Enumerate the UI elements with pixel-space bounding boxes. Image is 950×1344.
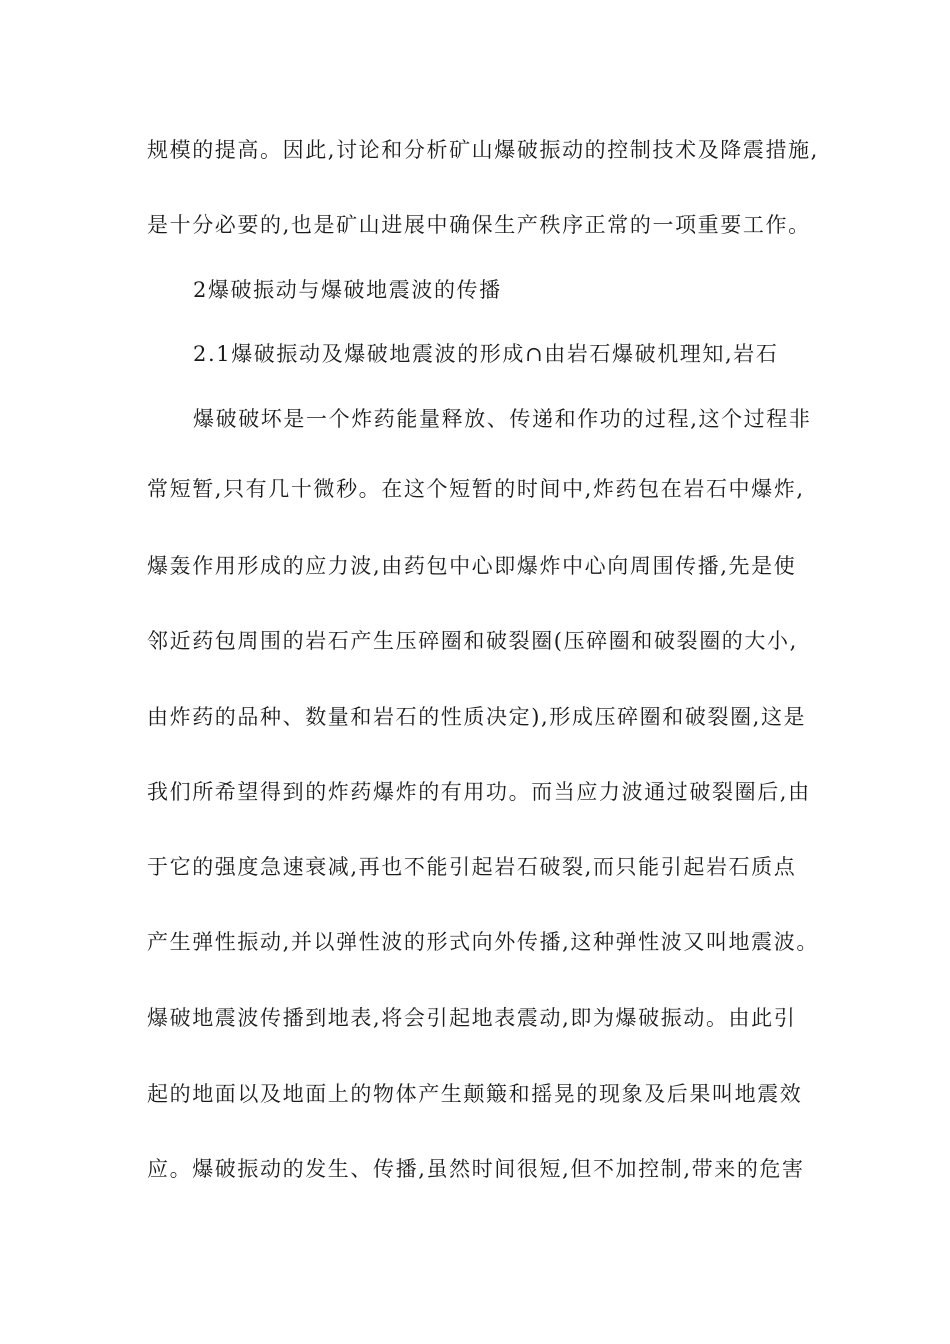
text-line-11: 于它的强度急速衰减,再也不能引起岩石破裂,而只能引起岩石质点	[147, 855, 797, 879]
text-line-1: 规模的提高。因此,讨论和分析矿山爆破振动的控制技术及降震措施,	[147, 138, 819, 162]
text-line-2: 是十分必要的,也是矿山进展中确保生产秩序正常的一项重要工作。	[147, 213, 811, 237]
text-line-10: 我们所希望得到的炸药爆炸的有用功。而当应力波通过破裂圈后,由	[147, 780, 811, 804]
text-line-5: 爆破破坏是一个炸药能量释放、传递和作功的过程,这个过程非	[193, 407, 812, 431]
text-line-8: 邻近药包周围的岩石产生压碎圈和破裂圈(压碎圈和破裂圈的大小,	[147, 629, 798, 653]
text-line-14: 起的地面以及地面上的物体产生颠簸和摇晃的现象及后果叫地震效	[147, 1082, 803, 1106]
text-line-13: 爆破地震波传播到地表,将会引起地表震动,即为爆破振动。由此引	[147, 1006, 797, 1030]
text-line-12: 产生弹性振动,并以弹性波的形式向外传播,这种弹性波又叫地震波。	[147, 930, 819, 954]
text-line-9: 由炸药的品种、数量和岩石的性质决定),形成压碎圈和破裂圈,这是	[147, 705, 807, 729]
section-heading: 2爆破振动与爆破地震波的传播	[193, 278, 502, 302]
text-line-7: 爆轰作用形成的应力波,由药包中心即爆炸中心向周围传播,先是使	[147, 554, 797, 578]
text-line-15: 应。爆破振动的发生、传播,虽然时间很短,但不加控制,带来的危害	[147, 1157, 805, 1181]
text-line-6: 常短暂,只有几十微秒。在这个短暂的时间中,炸药包在岩石中爆炸,	[147, 477, 805, 501]
subsection-heading: 2.1爆破振动及爆破地震波的形成∩由岩石爆破机理知,岩石	[193, 342, 779, 366]
